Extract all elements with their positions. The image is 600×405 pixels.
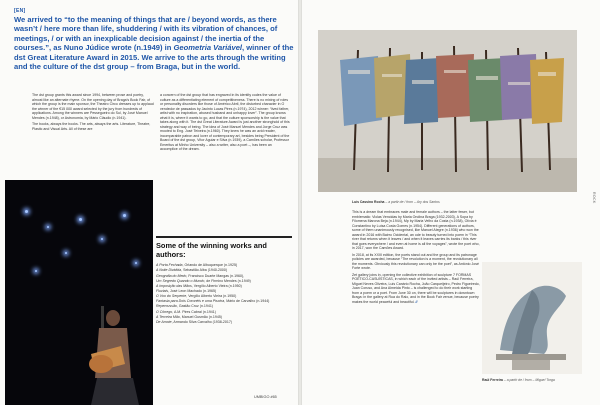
stage-light	[79, 218, 82, 221]
work-author: , Sebastião Alba (1940-2000)	[181, 268, 228, 273]
artwork-illustration	[318, 30, 577, 192]
end-mark: //	[415, 299, 418, 304]
work-author: , Manuel Gusmão (n.1945)	[179, 314, 222, 319]
stage-light	[123, 214, 126, 217]
body-paragraph: The books, always the books. The arts, always the arts. Literature, Theatre, Plastic and Visual Arts. All of these are	[32, 122, 151, 131]
sculpture-photo	[482, 262, 582, 374]
work-title: O Voo do Serpente	[156, 294, 187, 299]
work-author: , Francisco Duarte Mangas (n.1960),	[186, 273, 245, 278]
body-paragraph-text: Zet gallery joins in, opening the collective exhibition of sculpture 7 FORMAS POÉTICO-CASUÍSTICAS, in which each of the invited artists – Raúl Ferreira, Miguel Neves Oliveira, Luís Canário Rocha, João Carqueijeiro, Pedro Figueiredo, Juan Coruso, and Ana Almeida Pinto – is challenged to do their work starting from a poem or a poet. From June 30 on, there will be sculptures in downtown Braga: in the gallery at Rua do Raio, and in the Book Fair venue, because poetry makes the world peaceful and beautiful.	[352, 272, 480, 304]
body-column-1	[32, 93, 154, 133]
lead-part-1: We arrived to “to the meaning of things that are / beyond words, as there wasn’t / here more than life, shuddering / with its vibration of chances, of meetings, / or with an inexplicable decision against / the inertia of the courses.”, as Nuno Júdice wrote (n.1949) in	[14, 15, 278, 53]
work-title: A Imposição das Mãos	[156, 283, 192, 288]
caption-sculpture	[482, 378, 555, 382]
work-author: , Gastão Cruz (n.1941)	[176, 304, 213, 309]
caption-artwork	[352, 200, 440, 204]
lead-part-2: , winner of the dst Great Literature Award in 2015. We arrive to the arts through the writing and the culture of the dst group – from Braga, but in the world.	[14, 43, 294, 72]
lead-book-title: Geometria Variável	[173, 43, 243, 53]
caption-source: – a partir de / from – Miguel Torga	[502, 378, 555, 382]
work-title: A Terceira Mão	[156, 314, 180, 319]
work-title: Fluviais	[156, 288, 169, 293]
body-paragraph: The dst group grants this award since 1994, between prose and poetry, almost like an alternate rhyme. On the opening day of Braga’s Book Fair, of which the group is the main sponsor, the Theatro Circo dresses up to applaud the winner of the €15 000 award selected by the jury from hundreds of applications. Among the winners are Pessegueiro do Sul, by José Manuel Mendes (n.1948), or Astronomia, by Mário Cláudio (n.1941).	[32, 93, 154, 120]
work-author: , A.M. Pires Cabral (n.1941)	[172, 309, 216, 314]
side-tab-right: ROCK	[592, 192, 596, 204]
lead-paragraph	[14, 15, 297, 71]
stage-light	[47, 226, 49, 228]
language-tag: [EN]	[14, 8, 26, 14]
works-title: Some of the winning works and authors:	[156, 241, 267, 259]
work-title: De Amote	[156, 319, 172, 324]
body-paragraph	[352, 273, 480, 305]
left-page	[0, 0, 298, 405]
work-title: Fantasia para Dois Coronéis e uma Piscina	[156, 299, 225, 304]
stage-light	[101, 238, 103, 240]
work-author: , de Firmino Mendes (n.1949)	[204, 278, 251, 283]
work-title: A Porta Fechada	[156, 263, 183, 268]
works-list-item	[156, 320, 292, 325]
body-column-2	[160, 93, 290, 154]
sculpture-illustration	[482, 262, 582, 374]
caption-artist: Raúl Ferreira	[482, 378, 503, 382]
caption-source: – a partir de / from – Ary dos Santos	[384, 200, 440, 204]
work-title: Repercussão	[156, 304, 177, 309]
folio: UMBIGO #65	[254, 395, 277, 399]
concert-photo	[5, 180, 153, 405]
body-column-3	[352, 210, 480, 306]
work-title: Um Segredo Quando o Mundo	[156, 278, 205, 283]
work-title: Geografia do Medo	[156, 273, 187, 278]
work-author: , Orlando de Albuquerque (n.1925)	[182, 263, 238, 268]
body-paragraph: This is a dream that embraces male and female authors – the latter fewer, but emblematic: Violas Vencidas by Maria Ondina Braga (1932-2003), A Sopa by Filomena Marona Beja (n.1944), Mp by Maria Velho da Costa (n.1938), Olívia é Constantino by Luísa Costa Gomes (n.1954). Different generations of authors, some of them unanimously recognised, like Manuel Alegre (n.1936) who won the award in 2016 with Bairro Ocidental, an ode to beauty turned into poem in “This river that returns when it leaves / and when it leaves carries its banks / this river that goes everywhere / and even at home is all the voyages”, wrote the poet who, in 2017, won the Camões Award.	[352, 210, 480, 250]
work-title: O Cônego	[156, 309, 173, 314]
body-paragraph: In 2018, at its XXIII edition, the poets stand out and the group and its patronage policies are awarded, because “The revolution is a moment, the revolutionary all the moments. Obviously this revolutionary can only be the poet”, as António José Forte wrote.	[352, 252, 479, 270]
body-paragraph: a concern of the dst group that has engraved in its identity codes the value of culture as a differentiating element of competitiveness. There is no mixing of roles or personality disorders like those of Américo Abril, the disturbed character in O vendedor de passados by Jacinto Lucas Pires (n.1974), 2012 winner: “lived father, artist with no inspiration, abused husband and unhappy lover”. The group knows what it is, where it wants to go, and that the culture sponsorship is the value that takes along with it. The dst Great Literature Award is just another stronghold of this strategy and way of being. The idea of José Manuel Mendes and Jorge Cruz was mooted to Eng. José Teixeira (n.1960). They knew he was an avid reader, incomparable patron and lover of contemporary art, besides being President of the Board of the dst group, Vítor Aguiar e Silva (n.1939), a Camões scholar, Professor Emeritus at Minho University – also a writer, also a poet –, has been an accomplice of the dream.	[160, 93, 290, 151]
stage-light	[65, 252, 67, 254]
winning-works-box	[156, 236, 292, 386]
work-author: , Vergílio Alberto Vieira (n.1950)	[186, 294, 237, 299]
stage-light	[25, 210, 28, 213]
box-rule	[156, 236, 292, 238]
stage-light	[135, 262, 137, 264]
guitarist-figure	[61, 298, 141, 405]
work-author: , Vergílio Alberto Vieira (n.1950)	[191, 283, 242, 288]
stage-light	[35, 270, 37, 272]
work-author: , José Leon Machado (n.1965)	[168, 288, 217, 293]
work-author: , Mário de Carvalho (n.1944)	[224, 299, 270, 304]
work-author: , Armando Silva Carvalho (1938-2017)	[171, 319, 232, 324]
works-list	[156, 263, 292, 325]
caption-artist: Luís Cassino Rocha	[352, 200, 385, 204]
work-title: A Noite Dividida	[156, 268, 182, 273]
textile-artwork-photo	[318, 30, 577, 192]
